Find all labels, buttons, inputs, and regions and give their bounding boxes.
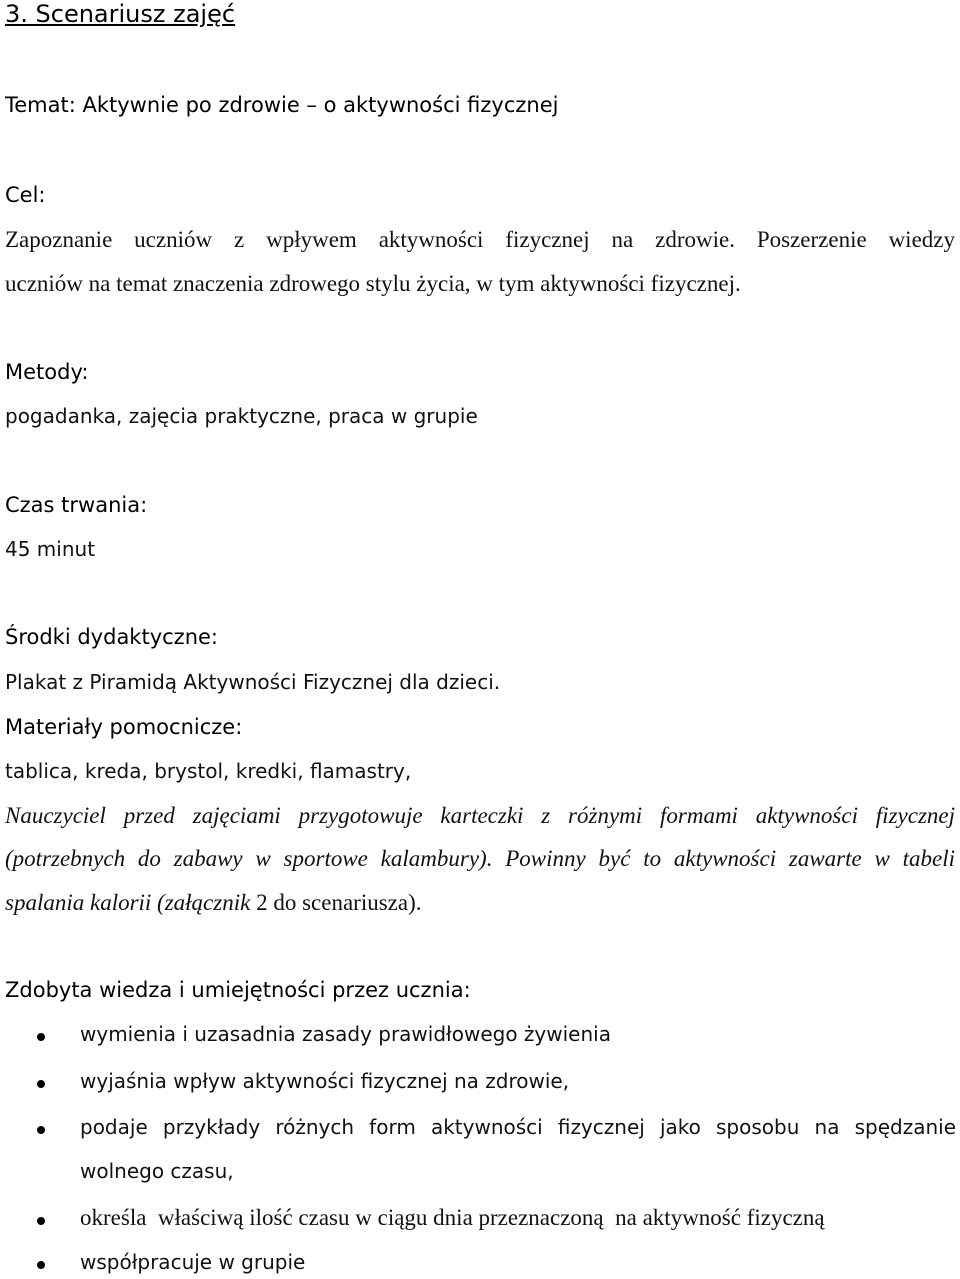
- outcome-item-text: wymienia i uzasadnia zasady prawidłowego żywienia: [80, 1022, 611, 1046]
- bullet-icon: [37, 1217, 45, 1225]
- section-title: 3. Scenariusz zajęć: [5, 0, 236, 28]
- goal-text-line-1: Zapoznanie uczniów z wpływem aktywności fizycznej na zdrowie. Poszerzenie wiedzy: [5, 227, 955, 252]
- duration-text: 45 minut: [5, 537, 96, 561]
- outcomes-heading: Zdobyta wiedza i umiejętności przez ucznia:: [5, 978, 471, 1002]
- outcome-item-text: określa właściwą ilość czasu w ciągu dnia przeznaczoną na aktywność fizyczną: [80, 1205, 825, 1230]
- duration-heading: Czas trwania:: [5, 493, 148, 517]
- outcome-item-continuation: wolnego czasu,: [80, 1159, 234, 1183]
- topic-label: Temat: Aktywnie po zdrowie – o aktywności fizycznej: [5, 93, 559, 117]
- materials-note-line-2: (potrzebnych do zabawy w sportowe kalambury). Powinny być to aktywności zawarte w tabeli: [5, 846, 955, 871]
- outcome-item-text: podaje przykłady różnych form aktywności fizycznej jako sposobu na spędzanie: [80, 1115, 956, 1139]
- teaching-aids-text: Plakat z Piramidą Aktywności Fizycznej dla dzieci.: [5, 670, 501, 694]
- materials-heading: Materiały pomocnicze:: [5, 715, 243, 739]
- bullet-icon: [37, 1261, 45, 1269]
- methods-heading: Metody:: [5, 360, 89, 384]
- goal-text-line-2: uczniów na temat znaczenia zdrowego stylu życia, w tym aktywności fizycznej.: [5, 271, 741, 296]
- materials-text: tablica, kreda, brystol, kredki, flamastry,: [5, 759, 412, 783]
- bullet-icon: [37, 1080, 45, 1088]
- goal-heading: Cel:: [5, 183, 46, 207]
- outcome-item-text: współpracuje w grupie: [80, 1250, 306, 1274]
- outcome-item-text: wyjaśnia wpływ aktywności fizycznej na zdrowie,: [80, 1069, 570, 1093]
- bullet-icon: [37, 1033, 45, 1041]
- bullet-icon: [37, 1126, 45, 1134]
- materials-note-line-3-plain: 2 do scenariusza).: [256, 890, 422, 915]
- materials-note-line-3-italic: spalania kalorii (załącznik: [5, 890, 257, 915]
- materials-note-line-3: [5, 890, 421, 916]
- methods-text: pogadanka, zajęcia praktyczne, praca w grupie: [5, 404, 478, 428]
- materials-note-line-1: Nauczyciel przed zajęciami przygotowuje karteczki z różnymi formami aktywności fizycznej: [5, 803, 955, 828]
- teaching-aids-heading: Środki dydaktyczne:: [5, 625, 219, 649]
